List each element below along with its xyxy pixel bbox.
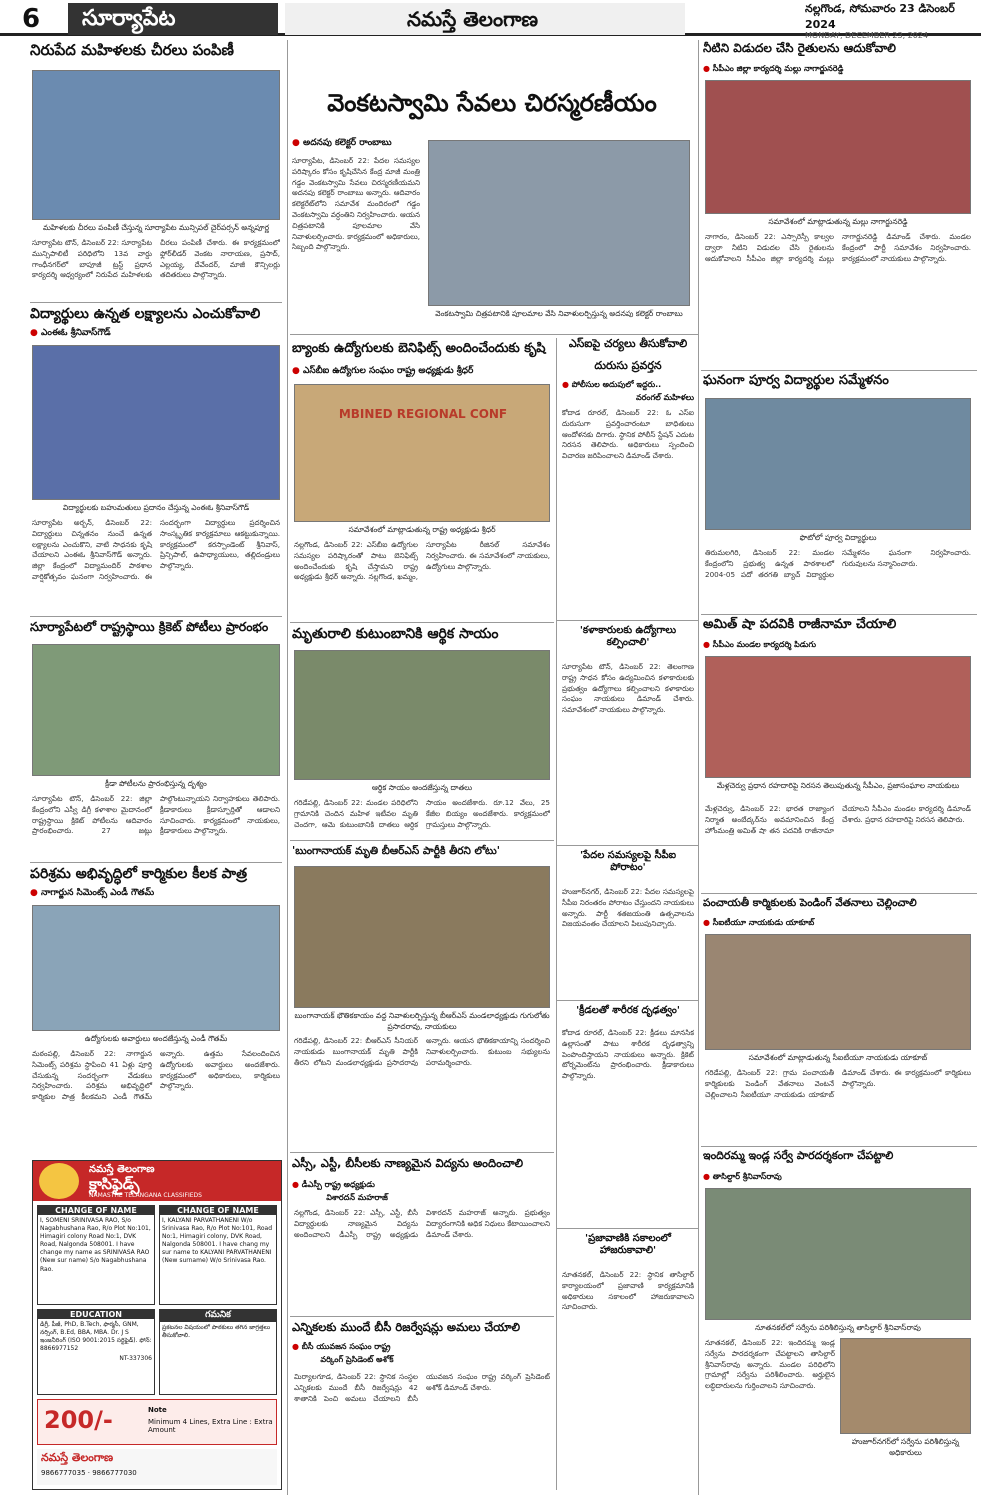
article-body: నూతనకల్, డిసెంబర్ 22: స్థానిక తాసిల్దార్ కార్యాలయంలో ప్రజావాణి కార్యక్రమానికి అధికారులు సకాలంలో హాజరుకావాలని సూచించారు.	[562, 1270, 694, 1312]
article-body: సూర్యాపేట టౌన్, డిసెంబర్ 22: జిల్లా కేంద్రంలోని ఎస్వీ డిగ్రీ కళాశాల మైదానంలో రాష్ట్రస్థాయి క్రికెట్ పోటీలను ఆదివారం ప్రారంభించారు. 27 జట్లు పాల్గొంటున్నాయని నిర్వాహకులు తెలిపారు. క్రీడాకారులు క్రీడాస్ఫూర్తితో ఆడాలని సూచించారు. కార్యక్రమంలో నాయకులు, క్రీడాకారులు పాల్గొన్నారు.	[32, 794, 280, 836]
headline: ఘనంగా పూర్వ విద్యార్థుల సమ్మేళనం	[703, 373, 889, 388]
divider	[556, 1228, 698, 1229]
divider	[290, 840, 554, 841]
indiramma-photo	[705, 1188, 971, 1320]
divider	[290, 334, 698, 335]
headline: ఎస్సీ, ఎస్టీ, బీసీలకు నాణ్యమైన విద్యను అందించాలి	[292, 1156, 524, 1170]
divider	[30, 862, 282, 863]
photo-caption: వెంకటస్వామి చిత్రపటానికి పూలమాల వేసి నివాళులర్పిస్తున్న అదనపు కలెక్టర్ రాంబాబు	[435, 309, 683, 318]
article-body: నల్లగొండ, డిసెంబర్ 22: ఎస్‌బీఐ ఉద్యోగుల సమస్యల పరిష్కారంతో పాటు బెనిఫిట్స్ అందించేందుకు కృషి చేస్తామని రాష్ట్ర అధ్యక్షుడు శ్రీధర్ అన్నారు. నల్లగొండ, ఖమ్మం, సూర్యాపేట రీజినల్ సమావేశం నిర్వహించారు. ఈ సమావేశంలో నాయకులు, ఉద్యోగులు పాల్గొన్నారు.	[294, 540, 550, 582]
footer-phones: 9866777035 · 9866777030	[41, 1469, 137, 1477]
byline: ● ఎస్‌బీఐ ఉద్యోగుల సంఘం రాష్ట్ర అధ్యక్షుడు శ్రీధర్	[292, 366, 552, 380]
divider	[556, 1000, 698, 1001]
notice-box	[159, 1309, 277, 1395]
divider	[701, 370, 977, 371]
offer-label: Note	[148, 1406, 167, 1414]
byline-2: విశారదన్ మహరాజ్	[326, 1193, 388, 1202]
headline: 'ప్రజావాణికి సకాలంలో హాజరుకావాలి'	[585, 1233, 671, 1256]
headline: విద్యార్థులు ఉన్నత లక్ష్యాలను ఎంచుకోవాలి	[30, 306, 261, 322]
page-number: 6	[22, 4, 41, 34]
education-title: EDUCATION	[38, 1310, 154, 1319]
notice-title: CHANGE OF NAME	[160, 1206, 276, 1215]
headline: ఎన్నికలకు ముందే బీసీ రిజర్వేషన్లు అమలు చేయాలి	[292, 1320, 521, 1334]
headline: సూర్యాపేటలో రాష్ట్రస్థాయి క్రికెట్ పోటీలు ప్రారంభం	[30, 619, 269, 634]
photo-caption: సమావేశంలో మాట్లాడుతున్న సీఐటీయూ నాయకుడు యాకూబ్	[748, 1053, 928, 1062]
headline: నిరుపేద మహిళలకు చీరలు పంపిణీ	[30, 41, 234, 59]
headline: 'క్రీడలతో శారీరక దృఢత్వం'	[576, 1005, 680, 1016]
classifieds-brand: నమస్తే తెలంగాణ	[89, 1164, 155, 1175]
paper-name: నమస్తే తెలంగాణ	[285, 3, 685, 35]
martyr-family-photo	[294, 650, 550, 780]
byline: ● సీపీఎం జిల్లా కార్యదర్శి మల్లు నాగార్జునరెడ్డి	[703, 64, 973, 76]
photo-caption: విద్యార్థులకు బహుమతులు ప్రదానం చేస్తున్న ఎంఈఓ శ్రీనివాస్‌గౌడ్	[62, 503, 250, 512]
photo-caption: ఉద్యోగులకు అవార్డులు అందజేస్తున్న ఎండీ గౌతమ్	[84, 1034, 228, 1043]
headline: మృతురాలి కుటుంబానికి ఆర్థిక సాయం	[292, 626, 499, 642]
date-english: MONDAY, DECEMBER 23, 2024	[805, 31, 929, 40]
divider	[701, 893, 977, 894]
footer-brand: నమస్తే తెలంగాణ	[41, 1451, 114, 1464]
photo-caption: ఆర్థిక సాయం అందజేస్తున్న దాతలు	[371, 783, 473, 792]
article-body: కోదాడ రూరల్, డిసెంబర్ 22: ఓ ఎస్ఐ దురుసుగా ప్రవర్తించారంటూ బాధితులు ఆందోళనకు దిగారు. స్థానిక పోలీస్ స్టేషన్ ఎదుట నిరసన తెలిపారు. అధికారులు స్పందించి విచారణ జరిపించాలని డిమాండ్ చేశారు.	[562, 408, 694, 461]
column-divider	[698, 40, 699, 1495]
headline: బ్యాంకు ఉద్యోగులకు బెనిఫిట్స్ అందించేందుకు కృషి	[292, 341, 546, 356]
photo-caption: క్రీడా పోటీలను ప్రారంభిస్తున్న దృశ్యం	[105, 779, 207, 788]
divider	[30, 302, 282, 303]
headline: పరిశ్రమ అభివృద్ధిలో కార్మికుల కీలక పాత్ర	[30, 866, 247, 882]
amit-shah-protest-photo	[705, 656, 971, 778]
offer-banner	[37, 1399, 277, 1445]
students-photo	[32, 345, 280, 500]
article-body: హుజూర్‌నగర్, డిసెంబర్ 22: పేదల సమస్యలపై సీపీఐ నిరంతరం పోరాటం చేస్తుందని నాయకులు అన్నారు. పార్టీ శతజయంతి ఉత్సవాలను విజయవంతం చేయాలని పిలుపునిచ్చారు.	[562, 887, 694, 929]
notice-title: గమనిక	[160, 1310, 276, 1322]
notice-title: CHANGE OF NAME	[38, 1206, 154, 1215]
article-body: సూర్యాపేట అర్బన్, డిసెంబర్ 22: విద్యార్థులు చిన్నతనం నుంచే ఉన్నత లక్ష్యాలను ఎంచుకొని, వాటి సాధనకు కృషి చేయాలని ఎంఈఓ శ్రీనివాస్‌గౌడ్ అన్నారు. జిల్లా కేంద్రంలో విద్యామందిర్ పాఠశాల వార్షికోత్సవం ఘనంగా నిర్వహించారు. ఈ సందర్భంగా విద్యార్థులు ప్రదర్శించిన సాంస్కృతిక కార్యక్రమాలు ఆకట్టుకున్నాయి. కార్యక్రమంలో కరస్పాండెంట్ శ్రీనివాస్, ప్రిన్సిపాల్, ఉపాధ్యాయులు, తల్లిదండ్రులు పాల్గొన్నారు.	[32, 518, 280, 581]
divider	[701, 1146, 977, 1147]
industry-photo	[32, 905, 280, 1031]
lead-headline: వెంకటస్వామి సేవలు చిరస్మరణీయం	[327, 89, 657, 117]
classifieds-logo	[39, 1163, 79, 1199]
divider	[290, 622, 554, 623]
byline: ● బీసీ యువజన సంఘం రాష్ట్ర	[292, 1342, 422, 1354]
notice-body: I, KALYANI PARVATHANENI W/o Srinivasa Rao, R/o Plot No:101, Road No:1, Himagiri colony, DVK Road, Nalgonda 508001. I have chang my sur name to KALYANI PARVATHANENI (New surname) W/o Srinivasa Rao.	[162, 1217, 273, 1265]
panchayat-photo	[705, 934, 971, 1050]
article-body: గరిడేపల్లి, డిసెంబర్ 22: గ్రామ పంచాయతీ కార్మికులకు పెండింగ్ వేతనాలు వెంటనే చెల్లించాలని సీఐటీయూ నాయకుడు యాకూబ్ డిమాండ్ చేశారు. ఈ కార్యక్రమంలో కార్మికులు పాల్గొన్నారు.	[705, 1068, 971, 1099]
notice-change-of-name-2	[159, 1205, 277, 1305]
headline: నీటిని విడుదల చేసి రైతులను ఆదుకోవాలి	[703, 41, 896, 55]
sarees-photo	[32, 70, 280, 220]
headline: అమిత్ షా పదవికి రాజీనామా చేయాలి	[703, 617, 897, 632]
bank-photo	[294, 384, 550, 522]
article-body: గరిడేపల్లి, డిసెంబర్ 22: మండల పరిధిలోని గ్రామానికి చెందిన మహిళ ఇటీవల మృతి చెందగా, ఆమె కుటుంబానికి దాతలు ఆర్థిక సాయం అందజేశారు. రూ.12 వేలు, 25 కేజీల బియ్యం అందజేశారు. కార్యక్రమంలో గ్రామస్తులు పాల్గొన్నారు.	[294, 798, 550, 829]
byline-2: వరంగల్ మహిళలు	[635, 393, 694, 402]
photo-caption: సమావేశంలో మాట్లాడుతున్న రాష్ట్ర అధ్యక్షుడు శ్రీధర్	[348, 525, 496, 534]
byline: ● నాగార్జున సిమెంట్స్ ఎండీ గౌతమ్	[30, 888, 282, 902]
article-body: నూతనకల్, డిసెంబర్ 22: ఇందిరమ్మ ఇండ్ల సర్వేను పారదర్శకంగా చేపట్టాలని తాసిల్దార్ శ్రీనివాస్‌రావు అన్నారు. మండల పరిధిలోని గ్రామాల్లో సర్వేను పరిశీలించారు. అర్హులైన లబ్ధిదారులను గుర్తించాలని సూచించారు.	[705, 1338, 835, 1391]
cricket-photo	[32, 644, 280, 776]
article-body: సూర్యాపేట, డిసెంబర్ 22: పేదల సమస్యల పరిష్కారం కోసం కృషిచేసిన కేంద్ర మాజీ మంత్రి గడ్డం వెంకటస్వామి సేవలు చిరస్మరణీయమని అదనపు కలెక్టర్ రాంబాబు అన్నారు. ఆదివారం కలెక్టరేట్‌లోని సమావేశ మందిరంలో గడ్డం వెంకటస్వామి వర్ధంతిని నిర్వహించారు. ఆయన చిత్రపటానికి పూలమాల వేసి నివాళులర్పించారు. కార్యక్రమంలో అధికారులు, సిబ్బంది పాల్గొన్నారు.	[292, 156, 420, 252]
indiramma-photo-2	[840, 1338, 971, 1434]
photo-caption: సమావేశంలో మాట్లాడుతున్న మల్లు నాగార్జునరెడ్డి	[768, 217, 908, 226]
photo-caption: హుజూర్‌నగర్‌లో సర్వేను పరిశీలిస్తున్న అధికారులు	[851, 1437, 960, 1457]
headline: పంచాయతీ కార్మికులకు పెండింగ్ వేతనాలు చెల్లించాలి	[703, 897, 917, 909]
headline: 'పేదల సమస్యలపై సీపీఐ పోరాటం'	[580, 850, 676, 873]
photo-caption: బుంగానాయక్ భౌతికకాయం వద్ద నివాళులర్పిస్తున్న బీఆర్ఎస్ మండలాధ్యక్షుడు గుగులోతు ప్రసాదరావు, నాయకులు	[294, 1011, 550, 1031]
classifieds-footer	[37, 1449, 277, 1485]
column-divider	[556, 338, 557, 1490]
offer-price: 200/-	[44, 1406, 113, 1434]
classifieds-subtitle: NAMASTHE TELANGANA CLASSIFIEDS	[89, 1192, 202, 1199]
alumni-photo	[705, 398, 971, 530]
article-sarees	[30, 42, 280, 66]
divider	[290, 1316, 554, 1317]
venkataswamy-photo	[428, 140, 690, 306]
article-body: కోదాడ రూరల్, డిసెంబర్ 22: క్రీడలు మానసిక ఉల్లాసంతో పాటు శారీరక దృఢత్వాన్ని పెంపొందిస్తాయని నాయకులు అన్నారు. క్రికెట్ టోర్నమెంట్‌ను ప్రారంభించారు. క్రీడాకారులు పాల్గొన్నారు.	[562, 1028, 694, 1081]
classifieds-title: క్లాసిఫైడ్స్	[89, 1175, 140, 1193]
photo-caption: మహిళలకు చీరలు పంపిణీ చేస్తున్న సూర్యాపేట మున్సిపల్ చైర్‌పర్సన్ అన్నపూర్ణ	[42, 223, 270, 232]
date-telugu: నల్లగొండ, సోమవారం 23 డిసెంబర్ 2024	[805, 2, 955, 31]
divider	[30, 616, 282, 617]
byline: ● డీఎస్పీ రాష్ట్ర అధ్యక్షుడు	[292, 1180, 422, 1192]
byline: ● ఎంఈఓ శ్రీనివాస్‌గౌడ్	[30, 328, 282, 342]
divider	[556, 620, 698, 621]
article-body: నల్లగొండ, డిసెంబర్ 22: ఎస్సీ, ఎస్టీ, బీసీ విద్యార్థులకు నాణ్యమైన విద్యను అందించాలని డీఎస్పీ రాష్ట్ర అధ్యక్షుడు విశారదన్ మహరాజ్ అన్నారు. ప్రభుత్వం విద్యారంగానికి అధిక నిధులు కేటాయించాలని డిమాండ్ చేశారు.	[294, 1208, 550, 1239]
classifieds-header	[33, 1161, 281, 1201]
notice-body: ప్రకటనల విషయంలో పాఠకులు తగిన జాగ్రత్తలు తీసుకోవాలి.	[162, 1324, 271, 1340]
byline: ● సీపీఎం మండల కార్యదర్శి పిడుగు	[703, 640, 973, 652]
article-body: గరిడేపల్లి, డిసెంబర్ 22: బీఆర్ఎస్ సీనియర్ నాయకుడు బుంగానాయక్ మృతి పార్టీకి తీరని లోటని మండలాధ్యక్షుడు ప్రసాదరావు అన్నారు. ఆయన భౌతికకాయాన్ని సందర్శించి నివాళులర్పించారు. కుటుంబ సభ్యులను పరామర్శించారు.	[294, 1036, 550, 1067]
article-body: నాగారం, డిసెంబర్ 22: ఎస్సారెస్పీ కాల్వల ద్వారా నీటిని విడుదల చేసి రైతులను ఆదుకోవాలని సీపీఎం జిల్లా కార్యదర్శి మల్లు నాగార్జునరెడ్డి డిమాండ్ చేశారు. మండల కేంద్రంలో పార్టీ సమావేశం నిర్వహించారు. కార్యక్రమంలో నాయకులు పాల్గొన్నారు.	[705, 232, 971, 263]
subheadline: దురుసు ప్రవర్తన	[594, 359, 662, 372]
article-body: సూర్యాపేట టౌన్, డిసెంబర్ 22: సూర్యాపేట మున్సిపాలిటీ పరిధిలోని 13వ వార్డు గాంధీనగర్‌లో బాపూజీ ట్రస్ట్ ప్రధాన కార్యదర్శి ఆధ్వర్యంలో నిరుపేద మహిళలకు చీరలు పంపిణీ చేశారు. ఈ కార్యక్రమంలో ఫ్లోర్‌లీడర్ వెంకట నారాయణ, ప్రసాద్, ఎల్లయ్య, దేవేందర్, మాజీ కౌన్సిలర్లు తదితరులు పాల్గొన్నారు.	[32, 238, 280, 280]
notice-body: I, SOMENI SRINIVASA RAO, S/o Nagabhushana Rao, R/o Plot No:101, Himagiri colony Road No:1, DVK Road, Nalgonda 508001. I have change my name as SRINIVASA RAO (New sur name) S/o Nagabhushana Rao.	[40, 1217, 151, 1273]
photo-caption: నూతనకల్‌లో సర్వేను పరిశీలిస్తున్న తాసిల్దార్ శ్రీనివాస్‌రావు	[755, 1323, 921, 1332]
byline: ● పోలీసుల అదుపులో ఇద్దరు..	[562, 380, 694, 392]
offer-text: Minimum 4 Lines, Extra Line : Extra Amount	[148, 1418, 273, 1434]
article-body: సూర్యాపేట టౌన్, డిసెంబర్ 22: తెలంగాణ రాష్ట్ర సాధన కోసం ఉద్యమించిన కళాకారులకు ప్రభుత్వం ఉద్యోగాలు కల్పించాలని కళాకారుల సంఘం నాయకులు డిమాండ్ చేశారు. సమావేశంలో నాయకులు పాల్గొన్నారు.	[562, 662, 694, 715]
divider	[701, 614, 977, 615]
date-block	[805, 2, 977, 40]
headline: 'కళాకారులకు ఉద్యోగాలు కల్పించాలి'	[579, 625, 677, 648]
article-body: మఠంపల్లి, డిసెంబర్ 22: నాగార్జున సిమెంట్స్ పరిశ్రమ స్థాపించి 41 ఏళ్లు పూర్తి చేసుకున్న సందర్భంగా వేడుకలు నిర్వహించారు. పరిశ్రమ అభివృద్ధిలో కార్మికుల పాత్ర కీలకమని ఎండీ గౌతమ్ అన్నారు. ఉత్తమ సేవలందించిన ఉద్యోగులకు అవార్డులు అందజేశారు. కార్యక్రమంలో అధికారులు, కార్మికులు పాల్గొన్నారు.	[32, 1049, 280, 1102]
column-divider	[287, 40, 288, 1495]
notice-change-of-name-1	[37, 1205, 155, 1305]
education-code: NT-337306	[119, 1355, 152, 1363]
byline: ● సీఐటీయూ నాయకుడు యాకూబ్	[703, 918, 973, 930]
divider	[290, 1152, 554, 1153]
water-photo	[705, 80, 971, 214]
photo-caption: ఫొటోలో పూర్వ విద్యార్థులు	[799, 533, 877, 542]
masthead	[0, 0, 981, 40]
headline: 'బుంగానాయక్ మృతి బీఆర్ఎస్ పార్టీకి తీరని లోటు'	[292, 845, 500, 857]
classifieds-box	[32, 1160, 282, 1490]
district-title: సూర్యాపేట	[68, 3, 278, 35]
byline: ● అదనపు కలెక్టర్ రాంబాబు	[292, 138, 422, 152]
education-body: డిగ్రీ, పీజీ, PhD, B.Tech, ఫార్మసీ, GNM, నర్సింగ్, B.Ed, BBA, MBA. Dr. J S ఇంజనీరింగ్ (ISO 9001:2015 సర్టిఫైడ్). ఫోన్: 8866977152	[40, 1321, 152, 1353]
byline: ● తాసిల్దార్ శ్రీనివాస్‌రావు	[703, 1172, 973, 1184]
article-body: మేళ్లచెర్వు, డిసెంబర్ 22: భారత రాజ్యాంగ నిర్మాత అంబేద్కర్‌ను అవమానించిన కేంద్ర హోంమంత్రి అమిత్ షా తన పదవికి రాజీనామా చేయాలని సీపీఎం మండల కార్యదర్శి డిమాండ్ చేశారు. ప్రధాన రహదారిపై నిరసన తెలిపారు.	[705, 804, 971, 835]
divider	[556, 845, 698, 846]
bunganaik-photo	[294, 866, 550, 1008]
article-body: మిర్యాలగూడ, డిసెంబర్ 22: స్థానిక సంస్థల ఎన్నికలకు ముందే బీసీ రిజర్వేషన్లు 42 శాతానికి పెంచి అమలు చేయాలని బీసీ యువజన సంఘం రాష్ట్ర వర్కింగ్ ప్రెసిడెంట్ అశోక్ డిమాండ్ చేశారు.	[294, 1372, 550, 1403]
headline: ఇందిరమ్మ ఇండ్ల సర్వే పారదర్శకంగా చేపట్టాలి	[703, 1149, 894, 1162]
byline-2: వర్కింగ్ ప్రెసిడెంట్ అశోక్	[320, 1355, 394, 1364]
photo-banner-text: MBINED REGIONAL CONF	[338, 407, 508, 421]
article-body: తిరుమలగిరి, డిసెంబర్ 22: మండల కేంద్రంలోని ప్రభుత్వ ఉన్నత పాఠశాలలో 2004-05 పదో తరగతి బ్యాచ్ విద్యార్థుల సమ్మేళనం ఘనంగా నిర్వహించారు. గురువులను సన్మానించారు.	[705, 548, 971, 579]
photo-caption: మేళ్లచెర్వు ప్రధాన రహదారిపై నిరసన తెలుపుతున్న సీపీఎం, ప్రజాసంఘాల నాయకులు	[716, 781, 960, 790]
education-ad	[37, 1309, 155, 1395]
headline: ఎస్ఐపై చర్యలు తీసుకోవాలి	[568, 337, 688, 350]
